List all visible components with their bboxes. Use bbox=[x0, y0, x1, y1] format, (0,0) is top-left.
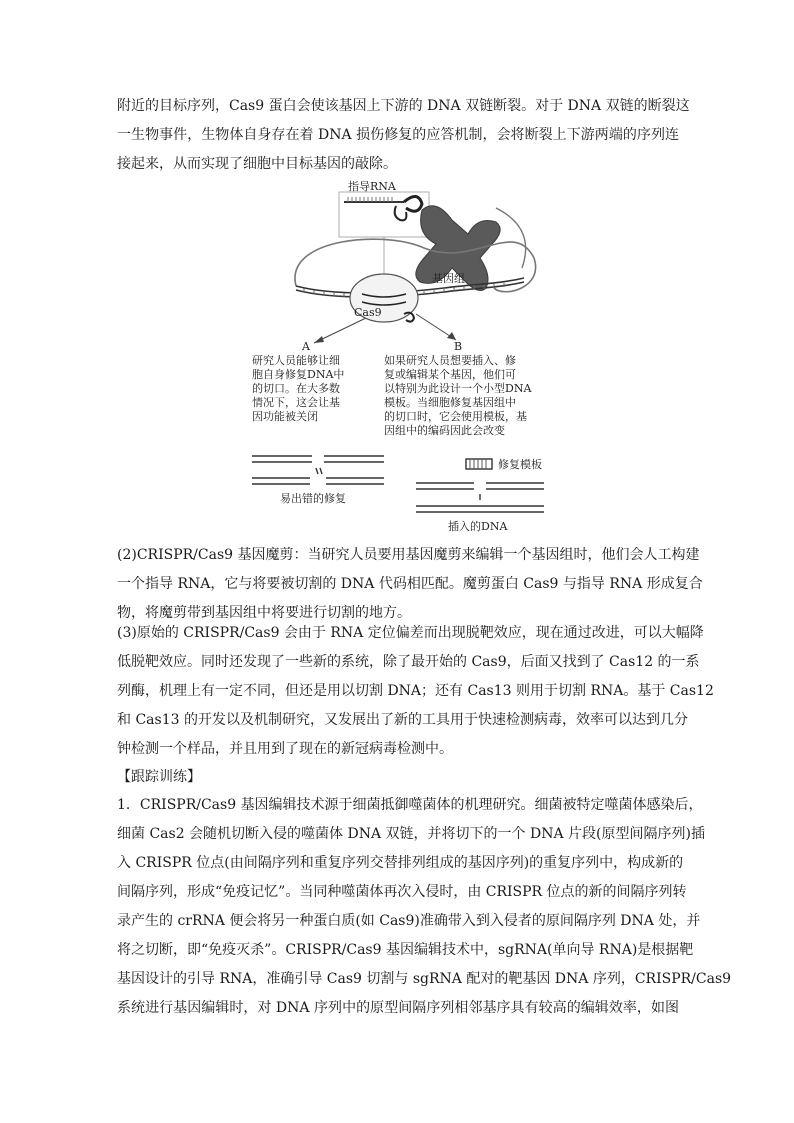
path-a-line: 胞自身修复DNA中 bbox=[252, 368, 345, 381]
text-line: 附近的目标序列，Cas9 蛋白会使该基因上下游的 DNA 双链断裂。对于 DNA 双链的断裂这 bbox=[117, 98, 690, 114]
text-line: 间隔序列，形成“免疫记忆”。当同种噬菌体再次入侵时，由 CRISPR 位点的新的间隔序列转 bbox=[117, 884, 687, 900]
error-prone-repair-graphic bbox=[252, 456, 384, 484]
text-line: 一个指导 RNA，它与将要被切割的 DNA 代码相匹配。魔剪蛋白 Cas9 与指导 RNA 形成复合 bbox=[117, 576, 703, 592]
text-line: 物，将魔剪带到基因组中将要进行切割的地方。 bbox=[117, 605, 411, 621]
text-line: 1．CRISPR/Cas9 基因编辑技术源于细菌抵御噬菌体的机理研究。细菌被特定噬菌体感染后， bbox=[117, 797, 703, 813]
text-line: 一生物事件，生物体自身存在着 DNA 损伤修复的应答机制，会将断裂上下游两端的序列连 bbox=[117, 127, 679, 143]
genome-label: 基因组 bbox=[432, 272, 465, 285]
path-b-line: 模板。当细胞修复基因组中 bbox=[384, 396, 516, 409]
path-a-line: 情况下，这会让基 bbox=[252, 396, 340, 409]
cas9-label: Cas9 bbox=[354, 306, 382, 319]
text-line: 和 Cas13 的开发以及机制研究，又发展出了新的工具用于快速检测病毒，效率可以达到几分 bbox=[117, 712, 688, 728]
path-a-line: 的切口。在大多数 bbox=[252, 382, 340, 395]
text-line: 录产生的 crRNA 便会将另一种蛋白质(如 Cas9)准确带入到入侵者的原间隔序列 DNA 处，并 bbox=[117, 913, 701, 929]
inserted-dna-label: 插入的DNA bbox=[448, 520, 508, 533]
text-line: 列酶，机理上有一定不同，但还是用以切割 DNA；还有 Cas13 则用于切割 RNA。基于 Cas12 bbox=[117, 683, 714, 699]
text-line: 入 CRISPR 位点(由间隔序列和重复序列交替排列组成的基因序列)的重复序列中，构成新的 bbox=[117, 855, 684, 871]
text-line: 基因设计的引导 RNA，准确引导 Cas9 切割与 sgRNA 配对的靶基因 DNA 序列，CRISPR/Cas9 bbox=[117, 971, 732, 987]
intro-paragraph bbox=[117, 92, 690, 179]
text-line: 低脱靶效应。同时还发现了一些新的系统，除了最开始的 Cas9，后面又找到了 Cas12 的一系 bbox=[117, 654, 700, 670]
inserted-dna-graphic bbox=[416, 483, 544, 512]
path-b-description bbox=[384, 354, 531, 438]
guide-rna-label: 指导RNA bbox=[348, 180, 396, 193]
repair-template-graphic bbox=[466, 459, 492, 469]
text-line: (3)原始的 CRISPR/Cas9 会由于 RNA 定位偏差而出现脱靶效应，现在通过改进，可以大幅降 bbox=[117, 625, 704, 641]
path-a-line: 因功能被关闭 bbox=[252, 410, 318, 423]
guide-rna-graphic bbox=[344, 196, 422, 220]
path-a-line: 研究人员能够让细 bbox=[252, 354, 340, 367]
paragraph-2 bbox=[117, 541, 703, 628]
path-b-line: 以特别为此设计一个小型DNA bbox=[384, 382, 532, 395]
path-b-line: 的切口时，它会使用模板，基 bbox=[384, 410, 527, 423]
section-heading bbox=[117, 763, 679, 792]
path-b-line: 复或编辑某个基因，他们可 bbox=[384, 368, 516, 381]
text-line: (2)CRISPR/Cas9 基因魔剪：当研究人员要用基因魔剪来编辑一个基因组时，他们会人工构建 bbox=[117, 547, 700, 563]
path-a-description bbox=[252, 354, 344, 424]
text-line: 将之切断，即“免疫灭杀”。CRISPR/Cas9 基因编辑技术中，sgRNA(单向导 RNA)是根据靶 bbox=[117, 942, 694, 958]
path-a-label: A bbox=[302, 340, 310, 353]
repair-template-label: 修复模板 bbox=[498, 458, 542, 471]
text-line: 接起来，从而实现了细胞中目标基因的敲除。 bbox=[117, 156, 397, 172]
text-line: 钟检测一个样品，并且用到了现在的新冠病毒检测中。 bbox=[117, 741, 453, 757]
crispr-figure bbox=[244, 178, 554, 538]
paragraph-3 bbox=[117, 619, 714, 764]
error-prone-repair-label: 易出错的修复 bbox=[280, 492, 346, 505]
text-line: 细菌 Cas2 会随机切断入侵的噬菌体 DNA 双链，并将切下的一个 DNA 片段(原型间隔序列)插 bbox=[117, 826, 705, 842]
question-1 bbox=[117, 791, 732, 1023]
text-line: 系统进行基因编辑时，对 DNA 序列中的原型间隔序列相邻基序具有较高的编辑效率，如图 bbox=[117, 1000, 679, 1016]
heading-text: 【跟踪训练】 bbox=[117, 769, 201, 785]
path-b-line: 因组中的编码因此会改变 bbox=[384, 424, 505, 437]
path-b-label: B bbox=[454, 340, 463, 353]
path-b-line: 如果研究人员想要插入、修 bbox=[384, 354, 516, 367]
